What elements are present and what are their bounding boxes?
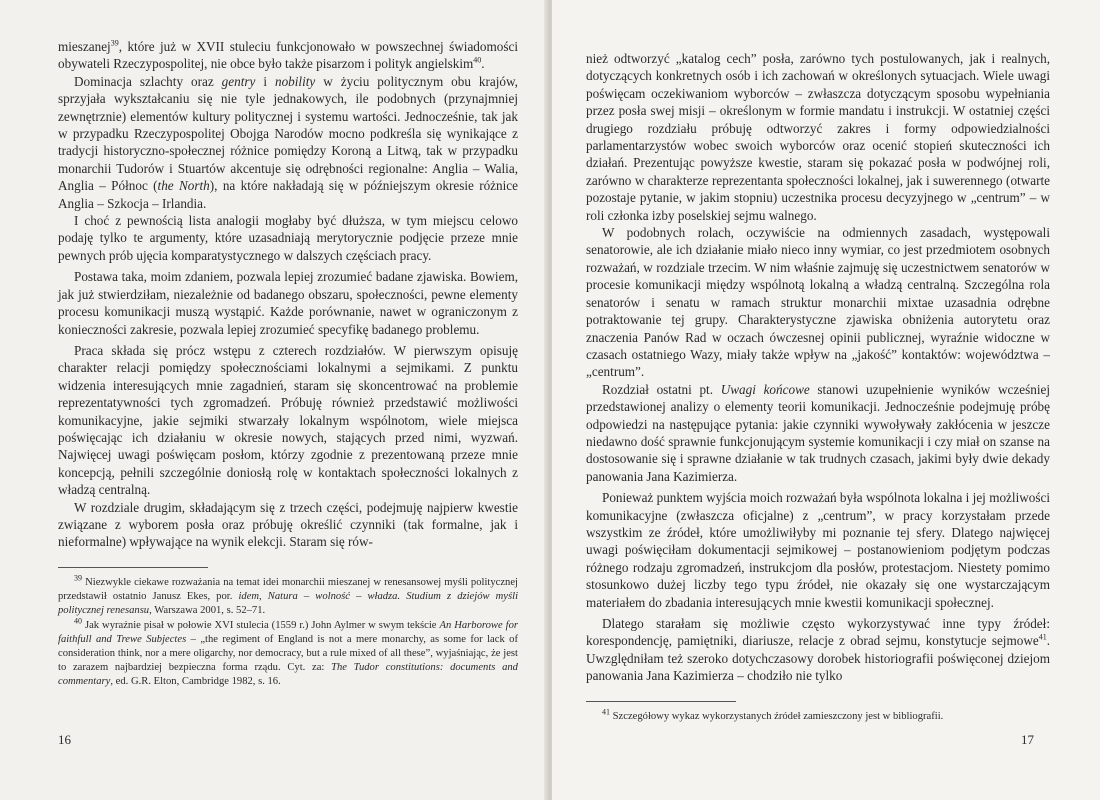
paragraph: I choć z pewnością lista analogii mogłaby być dłuższa, w tym miejscu celowo podaję tylko te argumenty, które uzasadniają merytorycznie podjęcie przeze mnie pewnych prób ujęcia komparatystycznego w dalszych częściach pracy. [58, 213, 518, 263]
paragraph: Ponieważ punktem wyjścia moich rozważań była wspólnota lokalna i jej możliwości komunikacyjne (zwłaszcza oficjalne) z „centrum”, w pracy korzystałam przede wszystkim ze źródeł, które umożliwiłyby mi poznanie tej sfery. Dlatego najwięcej uwagi poświęciłam dokumentacji sejmikowej – postanowieniom podjętym podczas różnego rodzaju zgromadzeń, instrukcjom dla posłów, protestacjom. Niestety pomimo stosunkowo dużej liczby tego typu źródeł, nie okazały się one wystarczającym materiałem do zbadania interesujących mnie kwestii komunikacji społecznej. [586, 490, 1050, 610]
paragraph: Praca składa się prócz wstępu z czterech rozdziałów. W pierwszym opisuję charakter relacji pomiędzy społecznościami lokalnymi a sejmikami. Z punktu widzenia interesujących mnie zagadnień, staram się skoncentrować na problemie reprezentatywności tych zgromadzeń. Próbuję również przedstawić możliwości komunikacyjne, jakie sejmiki stwarzały lokalnym wspólnotom, wiele miejsca poświęcając ich działaniu w okresie nowych, stających przed nimi, wyzwań. Najwięcej uwagi poświęcam posłom, którzy zgodnie z prezentowaną przeze mnie koncepcją, pełnili szczególnie doniosłą rolę w kontaktach społeczności lokalnych z władzą centralną. [58, 342, 518, 498]
page-number: 16 [58, 732, 71, 747]
footnote: $^{41}$ Szczegółowy wykaz wykorzystanych źródeł zamieszczony jest w bibliografii. [602, 707, 944, 722]
paragraph: W rozdziale drugim, składającym się z trzech części, podejmuję najpierw kwestie związane z wyborem posła oraz próbuję określić czynniki (tak formalne, jak i nieformalne) wpływające na wynik elekcji. Staram się rów- [58, 499, 518, 550]
footnote: $^{39}$ Niezwykle ciekawe rozważania na temat idei monarchii mieszanej w renesansowej myśli politycznej przedstawił ostatnio Janusz Ekes, por. idem, Natura – wolność – władza. Studium z dziejów myśli politycznej renesansu, Warszawa 2001, s. 52–71. [58, 573, 519, 616]
paragraph: Postawa taka, moim zdaniem, pozwala lepiej zrozumieć badane zjawiska. Bowiem, jak już stwierdziłam, niezależnie od badanego obszaru, społeczności, pewne elementy procesu komunikacji muszą wystąpić. Każde porównanie, nawet w ograniczonym z konieczności zakresie, pozwala lepiej zrozumieć specyfikę badanego problemu. [58, 269, 518, 337]
footnote: $^{40}$ Jak wyraźnie pisał w połowie XVI stulecia (1559 r.) John Aylmer w swym tekście An Harborowe for faithfull and Trewe Subjectes – „the regiment of England is not a mere monarchy, as some for lack of consideration think, nor a mere oligarchy, nor democracy, but a rule mixed of all these”, wyjaśniając, że jest to zarazem najbardziej bezpieczna forma rządu. Cyt. za: The Tudor constitutions: documents and commentary, ed. G.R. Elton, Cambridge 1982, s. 16. [58, 616, 518, 687]
left-page [0, 0, 548, 800]
paragraph: W podobnych rolach, oczywiście na odmiennych zasadach, występowali senatorowie, ale ich działanie miało nieco inny wymiar, co jest przedmiotem osobnych rozważań, w rozdziale trzecim. W nim właśnie zajmuję się uczestnictwem senatorów w procesie komunikacji między wspólnotą lokalną a władzą centralną. Szczególna rola senatorów i senatu w ramach struktur monarchii mixtae uzasadnia odrębne potraktowanie tej grupy. Charakterystyczne zjawiska obniżenia autorytetu oraz znaczenia Panów Rad w oczach ówczesnej opinii publicznej, wyraźnie widoczne w czasach ostatniego Wazy, miały także wpływ na „jakość” kontaktów: województwa – „centrum”. [586, 225, 1050, 380]
paragraph: nież odtworzyć „katalog cech” posła, zarówno tych postulowanych, jak i realnych, dotyczących konkretnych osób i ich zachowań w określonych sytuacjach. Wiele uwagi poświęcam oczekiwaniom wyborców – zwłaszcza dotyczącym sposobu wypełniania przez posła swej misji – określonym w formie mandatu i instrukcji. W ostatniej części drugiego rozdziału próbuję odtworzyć zakres i formy odpowiedzialności parlamentarzystów wobec swoich wyborców oraz ocenić stopień skuteczności ich działań. Prezentując powyższe kwestie, staram się pokazać posła w podwójnej roli, zarówno w charakterze reprezentanta społeczności lokalnej, jak i suwerennego (otwarte pozostaje pytanie, w jakim stopniu) uczestnika procesu decyzyjnego w „centrum” – w roli członka izby poselskiej sejmu walnego. [586, 51, 1050, 223]
left-body-text [58, 38, 518, 551]
paragraph: mieszanej$^{39}$, które już w XVII stuleciu funkcjonowało w powszechnej świadomości obywateli Rzeczypospolitej, nie obce było także pisarzom i polityk angielskim$^{40}$. [58, 38, 518, 72]
left-footnotes [58, 573, 519, 689]
right-body-text [586, 50, 1050, 685]
paragraph: Dlatego starałam się możliwie często wykorzystywać inne typy źródeł: korespondencję, pamiętniki, diariusze, relacje z obrad sejmu, konstytucje sejmowe$^{41}$. Uwzględniłam też szeroko dotychczasowy dorobek historiografii poświęconej dziejom panowania Jana Kazimierza – chodziło nie tylko [586, 616, 1050, 684]
footnote-divider [586, 701, 736, 702]
page-number: 17 [1021, 732, 1034, 747]
footnote-divider [58, 567, 208, 568]
right-page [552, 0, 1100, 800]
paragraph: Dominacja szlachty oraz gentry i nobility w życiu politycznym obu krajów, sprzyjała wykształcaniu się nie tyle jednakowych, ile podobnych (przynajmniej zewnętrznie) elementów kultury politycznej i systemu wartości. Jednocześnie, tak jak w przypadku Rzeczypospolitej Obojga Narodów mocno podkreśla się wynikające z tradycji historyczno-społecznej różnice pomiędzy Koroną a Litwą, tak w przypadku monarchii Tudorów i Stuartów akcentuje się odrębności regionalne: Anglia – Walia, Anglia – Północ (the North), na które nakładają się w późniejszym okresie różnice Anglia – Szkocja – Irlandia. [58, 73, 518, 211]
right-footnotes [586, 707, 1050, 724]
paragraph: Rozdział ostatni pt. Uwagi końcowe stanowi uzupełnienie wyników wcześniej przedstawionej analizy o elementy teorii komunikacji. Jednocześnie podejmuję próbę odpowiedzi na następujące pytania: jakie czynniki wywoływały zakłócenia w jeszcze niedawno dość sprawnie funkcjonującym systemie komunikacji i czy miał on szanse na dostosowanie się i sprawne działanie w tak trudnych czasach, jakimi były dwie dekady panowania Jana Kazimierza. [586, 381, 1050, 484]
